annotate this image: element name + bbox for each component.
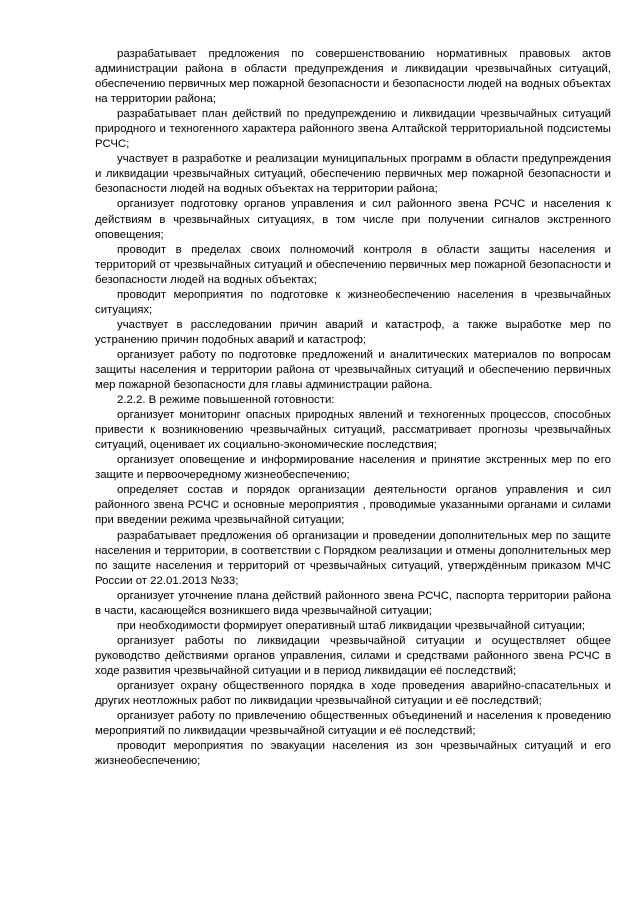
paragraph-11: организует оповещение и информирование населения и принятие экстренных мер по его защите и первоочередному жизнеобеспечению;	[95, 454, 611, 482]
paragraph-1: разрабатывает предложения по совершенствованию нормативных правовых актов администрации района в области предупреждения и ликвидации чрезвычайных ситуаций, обеспечению первичных мер пожарной безопасности и безопасности людей на водных объектах на территории района;	[95, 48, 611, 106]
section-heading-2-2-2: 2.2.2. В режиме повышенной готовности:	[117, 394, 335, 407]
paragraph-12: определяет состав и порядок организации деятельности органов управления и сил районного звена РСЧС и основные мероприятия , проводимые указанными органами и силами при введении режима чрезвычайной ситуации;	[95, 484, 611, 527]
paragraph-18: организует работу по привлечению общественных объединений и населения к проведению мероприятий по ликвидации чрезвычайной ситуации и её последствий;	[95, 710, 611, 738]
paragraph-8: организует работу по подготовке предложений и аналитических материалов по вопросам защиты населения и территории района от чрезвычайных ситуаций и обеспечению первичных мер пожарной безопасности для главы администрации района.	[95, 348, 611, 392]
paragraph-16: организует работы по ликвидации чрезвычайной ситуации и осуществляет общее руководство действиями органов управления, силами и средствами районного звена РСЧС в ходе развития чрезвычайной ситуации и в период ликвидации её последствий;	[95, 634, 611, 677]
paragraph-10: организует мониторинг опасных природных явлений и техногенных процессов, способных привести к возникновению чрезвычайных ситуаций, рассматривает прогнозы чрезвычайных ситуаций, оценивает их социально-экономические последствия;	[95, 409, 611, 452]
paragraph-13: разрабатывает предложения об организации и проведении дополнительных мер по защите населения и территории, в соответствии с Порядком реализации и отмены дополнительных мер по защите населения и территорий от чрезвычайных ситуаций, утверждённым приказом МЧС России от 22.01.2013 №33;	[95, 529, 611, 587]
paragraph-15: при необходимости формирует оперативный штаб ликвидации чрезвычайной ситуации;	[117, 619, 586, 632]
paragraph-3: участвует в разработке и реализации муниципальных программ в области предупреждения и ликвидации чрезвычайных ситуаций, обеспечению первичных мер пожарной безопасности и безопасности людей на водных объектах на территории района;	[95, 153, 611, 196]
paragraph-4: организует подготовку органов управления и сил районного звена РСЧС и населения к действиям в чрезвычайных ситуациях, в том числе при получении сигналов экстренного оповещения;	[95, 198, 611, 241]
paragraph-6: проводит мероприятия по подготовке к жизнеобеспечению населения в чрезвычайных ситуациях;	[95, 288, 611, 316]
document-page	[95, 47, 611, 769]
paragraph-14: организует уточнение плана действий районного звена РСЧС, паспорта территории района в части, касающейся возникшего вида чрезвычайной ситуации;	[95, 589, 611, 617]
paragraph-5: проводит в пределах своих полномочий контроля в области защиты населения и территорий от чрезвычайных ситуаций и обеспечению первичных мер пожарной безопасности и безопасности людей на водных объектах;	[95, 243, 611, 286]
paragraph-19: проводит мероприятия по эвакуации населения из зон чрезвычайных ситуаций и его жизнеобеспечению;	[95, 740, 611, 768]
paragraph-17: организует охрану общественного порядка в ходе проведения аварийно-спасательных и других неотложных работ по ликвидации чрезвычайной ситуации и её последствий;	[95, 679, 611, 708]
paragraph-7: участвует в расследовании причин аварий и катастроф, а также выработке мер по устранению причин подобных аварий и катастроф;	[95, 318, 611, 346]
paragraph-2: разрабатывает план действий по предупреждению и ликвидации чрезвычайных ситуаций природного и техногенного характера районного звена Алтайской территориальной подсистемы РСЧС;	[95, 108, 611, 151]
